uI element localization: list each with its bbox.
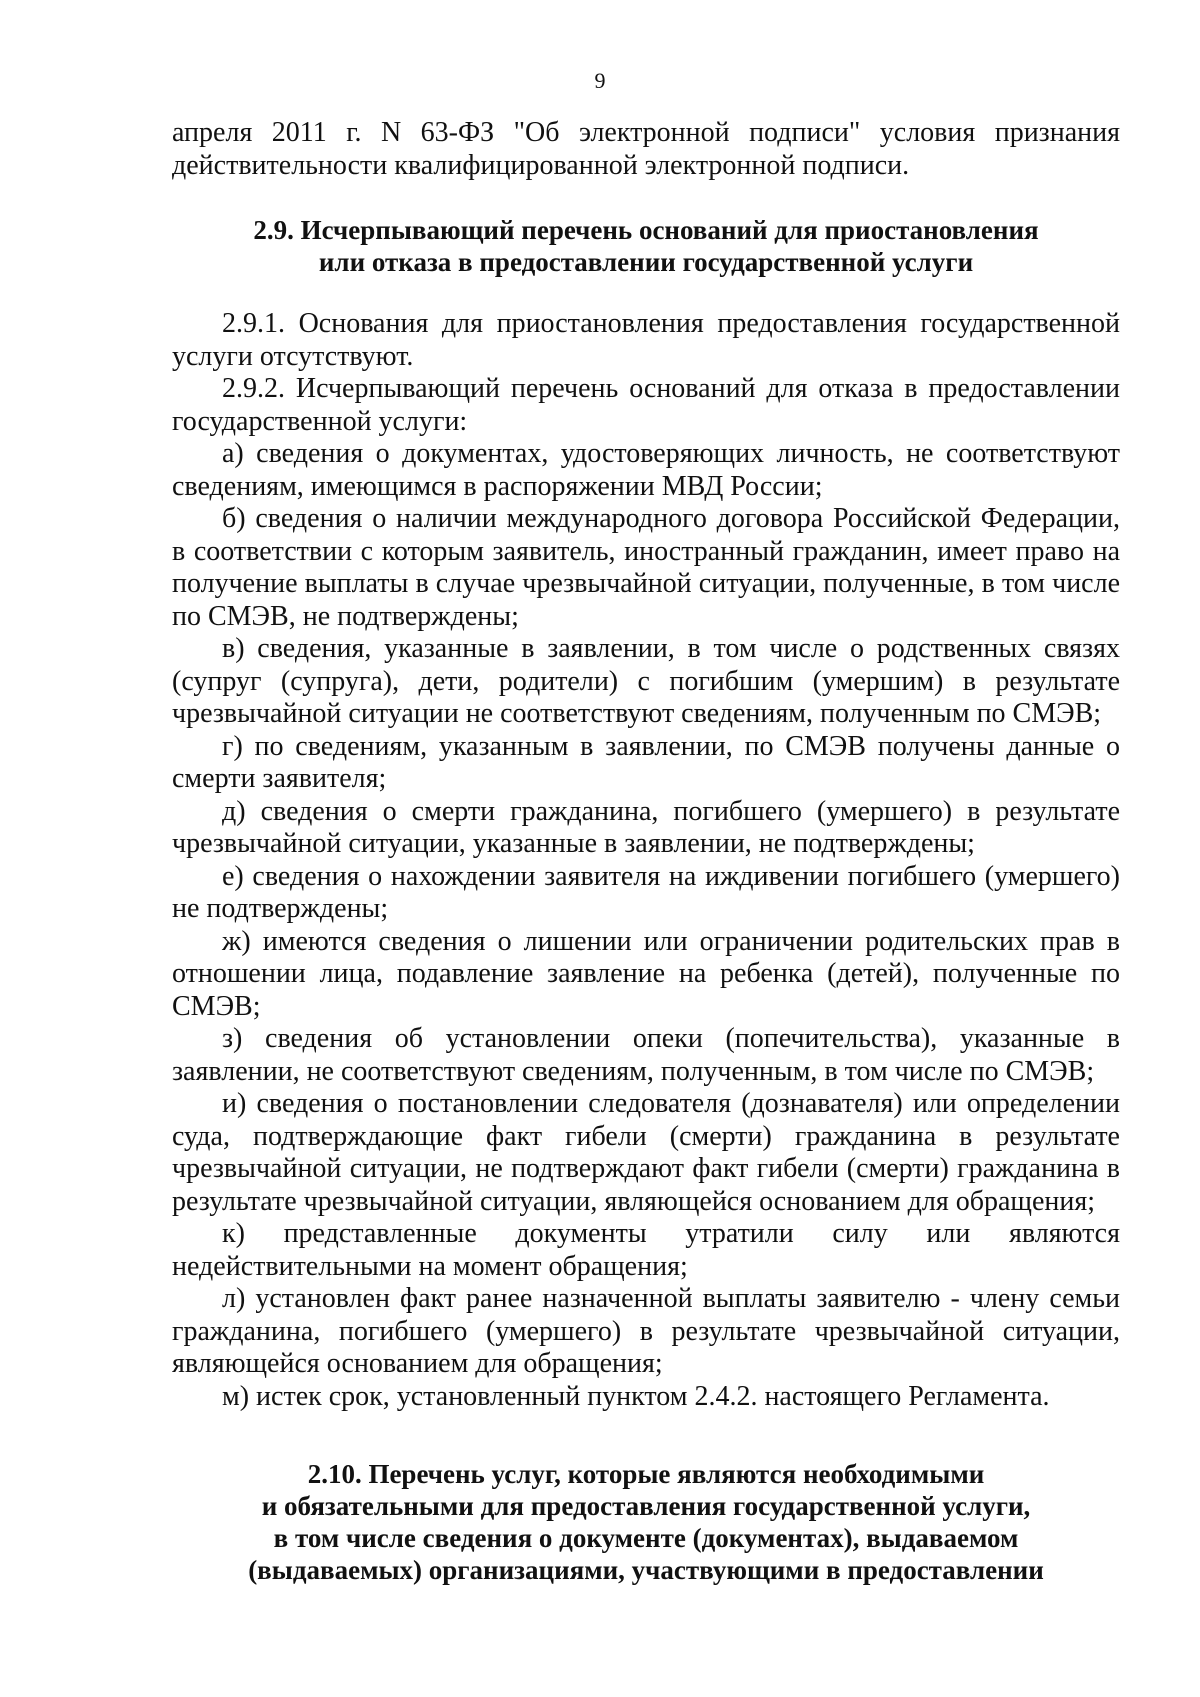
heading-line: 2.10. Перечень услуг, которые являются необходимыми <box>307 1459 985 1489</box>
list-item-zh: ж) имеются сведения о лишении или ограничении родительских прав в отношении лица, подавление заявление на ребенка (детей), полученные по СМЭВ; <box>172 925 1120 1022</box>
heading-line: (выдаваемых) организациями, участвующими в предоставлении <box>248 1555 1044 1585</box>
heading-line: в том числе сведения о документе (документах), выдаваемом <box>273 1523 1019 1553</box>
heading-line: 2.9. Исчерпывающий перечень оснований для приостановления <box>253 215 1039 245</box>
section-2-10-heading <box>172 1458 1120 1586</box>
paragraph-2-9-2: 2.9.2. Исчерпывающий перечень оснований для отказа в предоставлении государственной услуги: <box>172 373 1120 437</box>
intro-paragraph: апреля 2011 г. N 63-ФЗ "Об электронной подписи" условия признания действительности квалифицированной электронной подписи. <box>172 117 1120 181</box>
list-item-b: б) сведения о наличии международного договора Российской Федерации, в соответствии с которым заявитель, иностранный гражданин, имеет право на получение выплаты в случае чрезвычайной ситуации, полученные, в том числе по СМЭВ, не подтверждены; <box>172 503 1120 632</box>
list-item-g: г) по сведениям, указанным в заявлении, по СМЭВ получены данные о смерти заявителя; <box>172 730 1120 794</box>
list-item-l: л) установлен факт ранее назначенной выплаты заявителю - члену семьи гражданина, погибшего (умершего) в результате чрезвычайной ситуации, являющейся основанием для обращения; <box>172 1283 1120 1379</box>
section-2-9-heading <box>172 214 1120 278</box>
list-item-a: а) сведения о документах, удостоверяющих личность, не соответствуют сведениям, имеющимся в распоряжении МВД России; <box>172 438 1120 502</box>
list-item-k: к) представленные документы утратили силу или являются недействительными на момент обращения; <box>172 1218 1120 1282</box>
heading-line: или отказа в предоставлении государственной услуги <box>318 247 974 277</box>
heading-line: и обязательными для предоставления государственной услуги, <box>261 1491 1031 1521</box>
list-item-z: з) сведения об установлении опеки (попечительства), указанные в заявлении, не соответствуют сведениям, полученным, в том числе по СМЭВ; <box>172 1023 1120 1087</box>
page-content <box>172 117 1120 1586</box>
list-item-i: и) сведения о постановлении следователя (дознавателя) или определении суда, подтверждающие факт гибели (смерти) гражданина в результате чрезвычайной ситуации, не подтверждают факт гибели (смерти) гражданина в результате чрезвычайной ситуации, являющейся основанием для обращения; <box>172 1088 1120 1217</box>
list-item-d: д) сведения о смерти гражданина, погибшего (умершего) в результате чрезвычайной ситуации, указанные в заявлении, не подтверждены; <box>172 795 1120 859</box>
list-item-v: в) сведения, указанные в заявлении, в том числе о родственных связях (супруг (супруга), дети, родители) с погибшим (умершим) в результате чрезвычайной ситуации не соответствуют сведениям, полученным по СМЭВ; <box>172 633 1120 729</box>
list-item-m: м) истек срок, установленный пунктом 2.4.2. настоящего Регламента. <box>222 1380 1050 1412</box>
list-item-e: е) сведения о нахождении заявителя на иждивении погибшего (умершего) не подтверждены; <box>172 860 1120 924</box>
paragraph-2-9-1: 2.9.1. Основания для приостановления предоставления государственной услуги отсутствуют. <box>172 308 1120 372</box>
section-2-9-body <box>172 308 1120 1413</box>
page-number: 9 <box>594 68 606 93</box>
